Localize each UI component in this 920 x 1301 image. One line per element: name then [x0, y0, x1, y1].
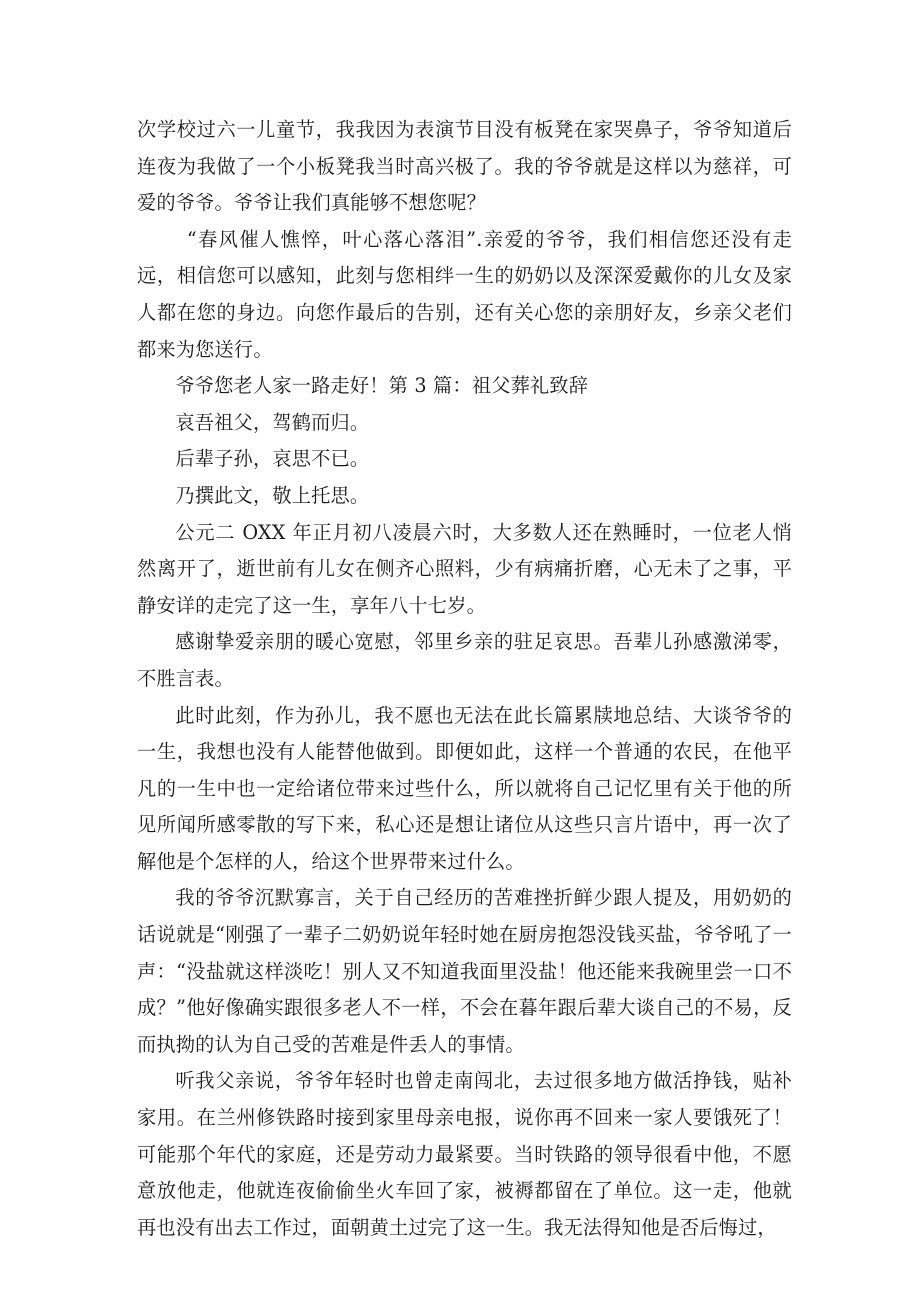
paragraph-verse-2: 后辈子孙，哀思不已。	[175, 447, 370, 471]
paragraph-quote: “春风催人憔悴，叶心落心落泪”.亲爱的爷爷，我们相信您还没有走远，相信您可以感知，此刻与您相绊一生的奶奶以及深深爱戴你的儿女及家人都在您的身边。向您作最后的告别，还有关心您的亲朋好友，乡亲父老们都来为您送行。	[137, 227, 792, 361]
paragraph-continuation: 次学校过六一儿童节，我我因为表演节目没有板凳在家哭鼻子，爷爷知道后连夜为我做了一个小板凳我当时高兴极了。我的爷爷就是这样以为慈祥，可爱的爷爷。爷爷让我们真能够不想您呢？	[137, 118, 792, 215]
paragraph-verse-3: 乃撰此文，敬上托思。	[175, 483, 370, 507]
paragraph-date: 公元二 OXX 年正月初八凌晨六时，大多数人还在熟睡时，一位老人悄然离开了，逝世前有儿女在侧齐心照料，少有病痛折磨，心无未了之事，平静安详的走完了这一生，享年八十七岁。	[137, 520, 792, 617]
paragraph-history: 听我父亲说，爷爷年轻时也曾走南闯北，去过很多地方做活挣钱，贴补家用。在兰州修铁路时接到家里母亲电报，说你再不回来一家人要饿死了！可能那个年代的家庭，还是劳动力最紧要。当时铁路的领导很看中他，不愿意放他走，他就连夜偷偷坐火车回了家，被褥都留在了单位。这一走，他就再也没有出去工作过，面朝黄土过完了这一生。我无法得知他是否后悔过，	[137, 1069, 792, 1239]
paragraph-farewell-heading: 爷爷您老人家一路走好！第 3 篇：祖父葬礼致辞	[175, 374, 589, 398]
paragraph-thanks: 感谢挚爱亲朋的暖心宽慰，邻里乡亲的驻足哀思。吾辈儿孙感激涕零，不胜言表。	[137, 630, 792, 690]
paragraph-verse-1: 哀吾祖父，驾鹤而归。	[175, 410, 370, 434]
paragraph-reflection: 此时此刻，作为孙儿，我不愿也无法在此长篇累牍地总结、大谈爷爷的一生，我想也没有人能替他做到。即便如此，这样一个普通的农民，在他平凡的一生中也一定给诸位带来过些什么，所以就将自己记忆里有关于他的所见所闻所感零散的写下来，私心还是想让诸位从这些只言片语中，再一次了解他是个怎样的人，给这个世界带来过什么。	[137, 703, 792, 873]
document-body	[137, 112, 792, 1246]
paragraph-character: 我的爷爷沉默寡言，关于自己经历的苦难挫折鲜少跟人提及，用奶奶的话说就是“刚强了一辈子二奶奶说年轻时她在厨房抱怨没钱买盐，爷爷吼了一声：“没盐就这样淡吃！别人又不知道我面里没盐！他还能来我碗里尝一口不成？”他好像确实跟很多老人不一样，不会在暮年跟后辈大谈自己的不易，反而执拗的认为自己受的苦难是件丢人的事情。	[137, 886, 792, 1056]
